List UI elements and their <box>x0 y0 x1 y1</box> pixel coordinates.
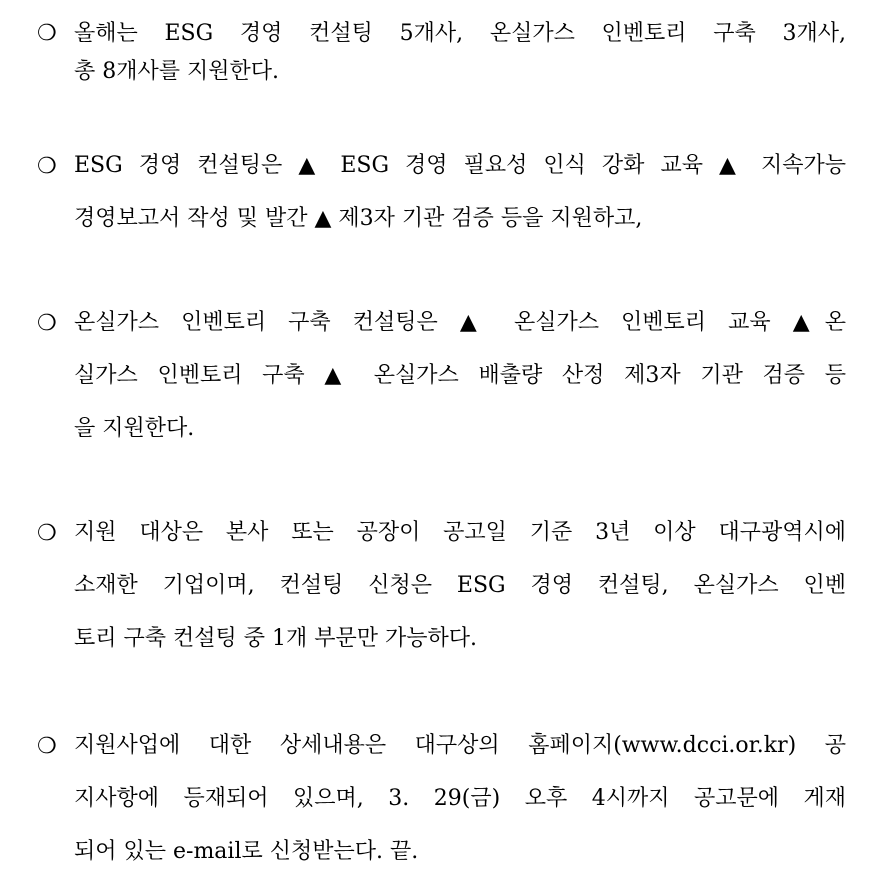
paragraph-3-line-3: 을 지원한다. <box>74 416 195 441</box>
paragraph-5-line-3: 되어 있는 e-mail로 신청받는다. 끝. <box>74 839 419 864</box>
paragraph-4-line-2: 소재한 기업이며, 컨설팅 신청은 ESG 경영 컨설팅, 온실가스 인벤 <box>74 573 846 598</box>
paragraph-3-line-2: 실가스 인벤토리 구축 ▲ 온실가스 배출량 산정 제3자 기관 검증 등 <box>74 363 846 388</box>
bullet-icon: ❍ <box>37 154 57 179</box>
paragraph-4-line-3: 토리 구축 컨설팅 중 1개 부문만 가능하다. <box>74 626 477 651</box>
paragraph-5-line-2: 지사항에 등재되어 있으며, 3. 29(금) 오후 4시까지 공고문에 게재 <box>74 786 846 811</box>
bullet-icon: ❍ <box>37 311 57 336</box>
paragraph-2-line-1: ESG 경영 컨설팅은 ▲ ESG 경영 필요성 인식 강화 교육 ▲ 지속가능 <box>74 153 846 178</box>
paragraph-5-line-1: 지원사업에 대한 상세내용은 대구상의 홈페이지(www.dcci.or.kr) 공 <box>74 733 846 758</box>
paragraph-1-line-2: 총 8개사를 지원한다. <box>74 59 279 84</box>
paragraph-1-line-1: 올해는 ESG 경영 컨설팅 5개사, 온실가스 인벤토리 구축 3개사, <box>74 21 846 46</box>
paragraph-4-line-1: 지원 대상은 본사 또는 공장이 공고일 기준 3년 이상 대구광역시에 <box>74 520 846 545</box>
bullet-icon: ❍ <box>37 521 57 546</box>
bullet-icon: ❍ <box>37 21 57 46</box>
bullet-icon: ❍ <box>37 734 57 759</box>
paragraph-3-line-1: 온실가스 인벤토리 구축 컨설팅은 ▲ 온실가스 인벤토리 교육 ▲온 <box>74 310 846 335</box>
paragraph-2-line-2: 경영보고서 작성 및 발간 ▲ 제3자 기관 검증 등을 지원하고, <box>74 206 643 231</box>
